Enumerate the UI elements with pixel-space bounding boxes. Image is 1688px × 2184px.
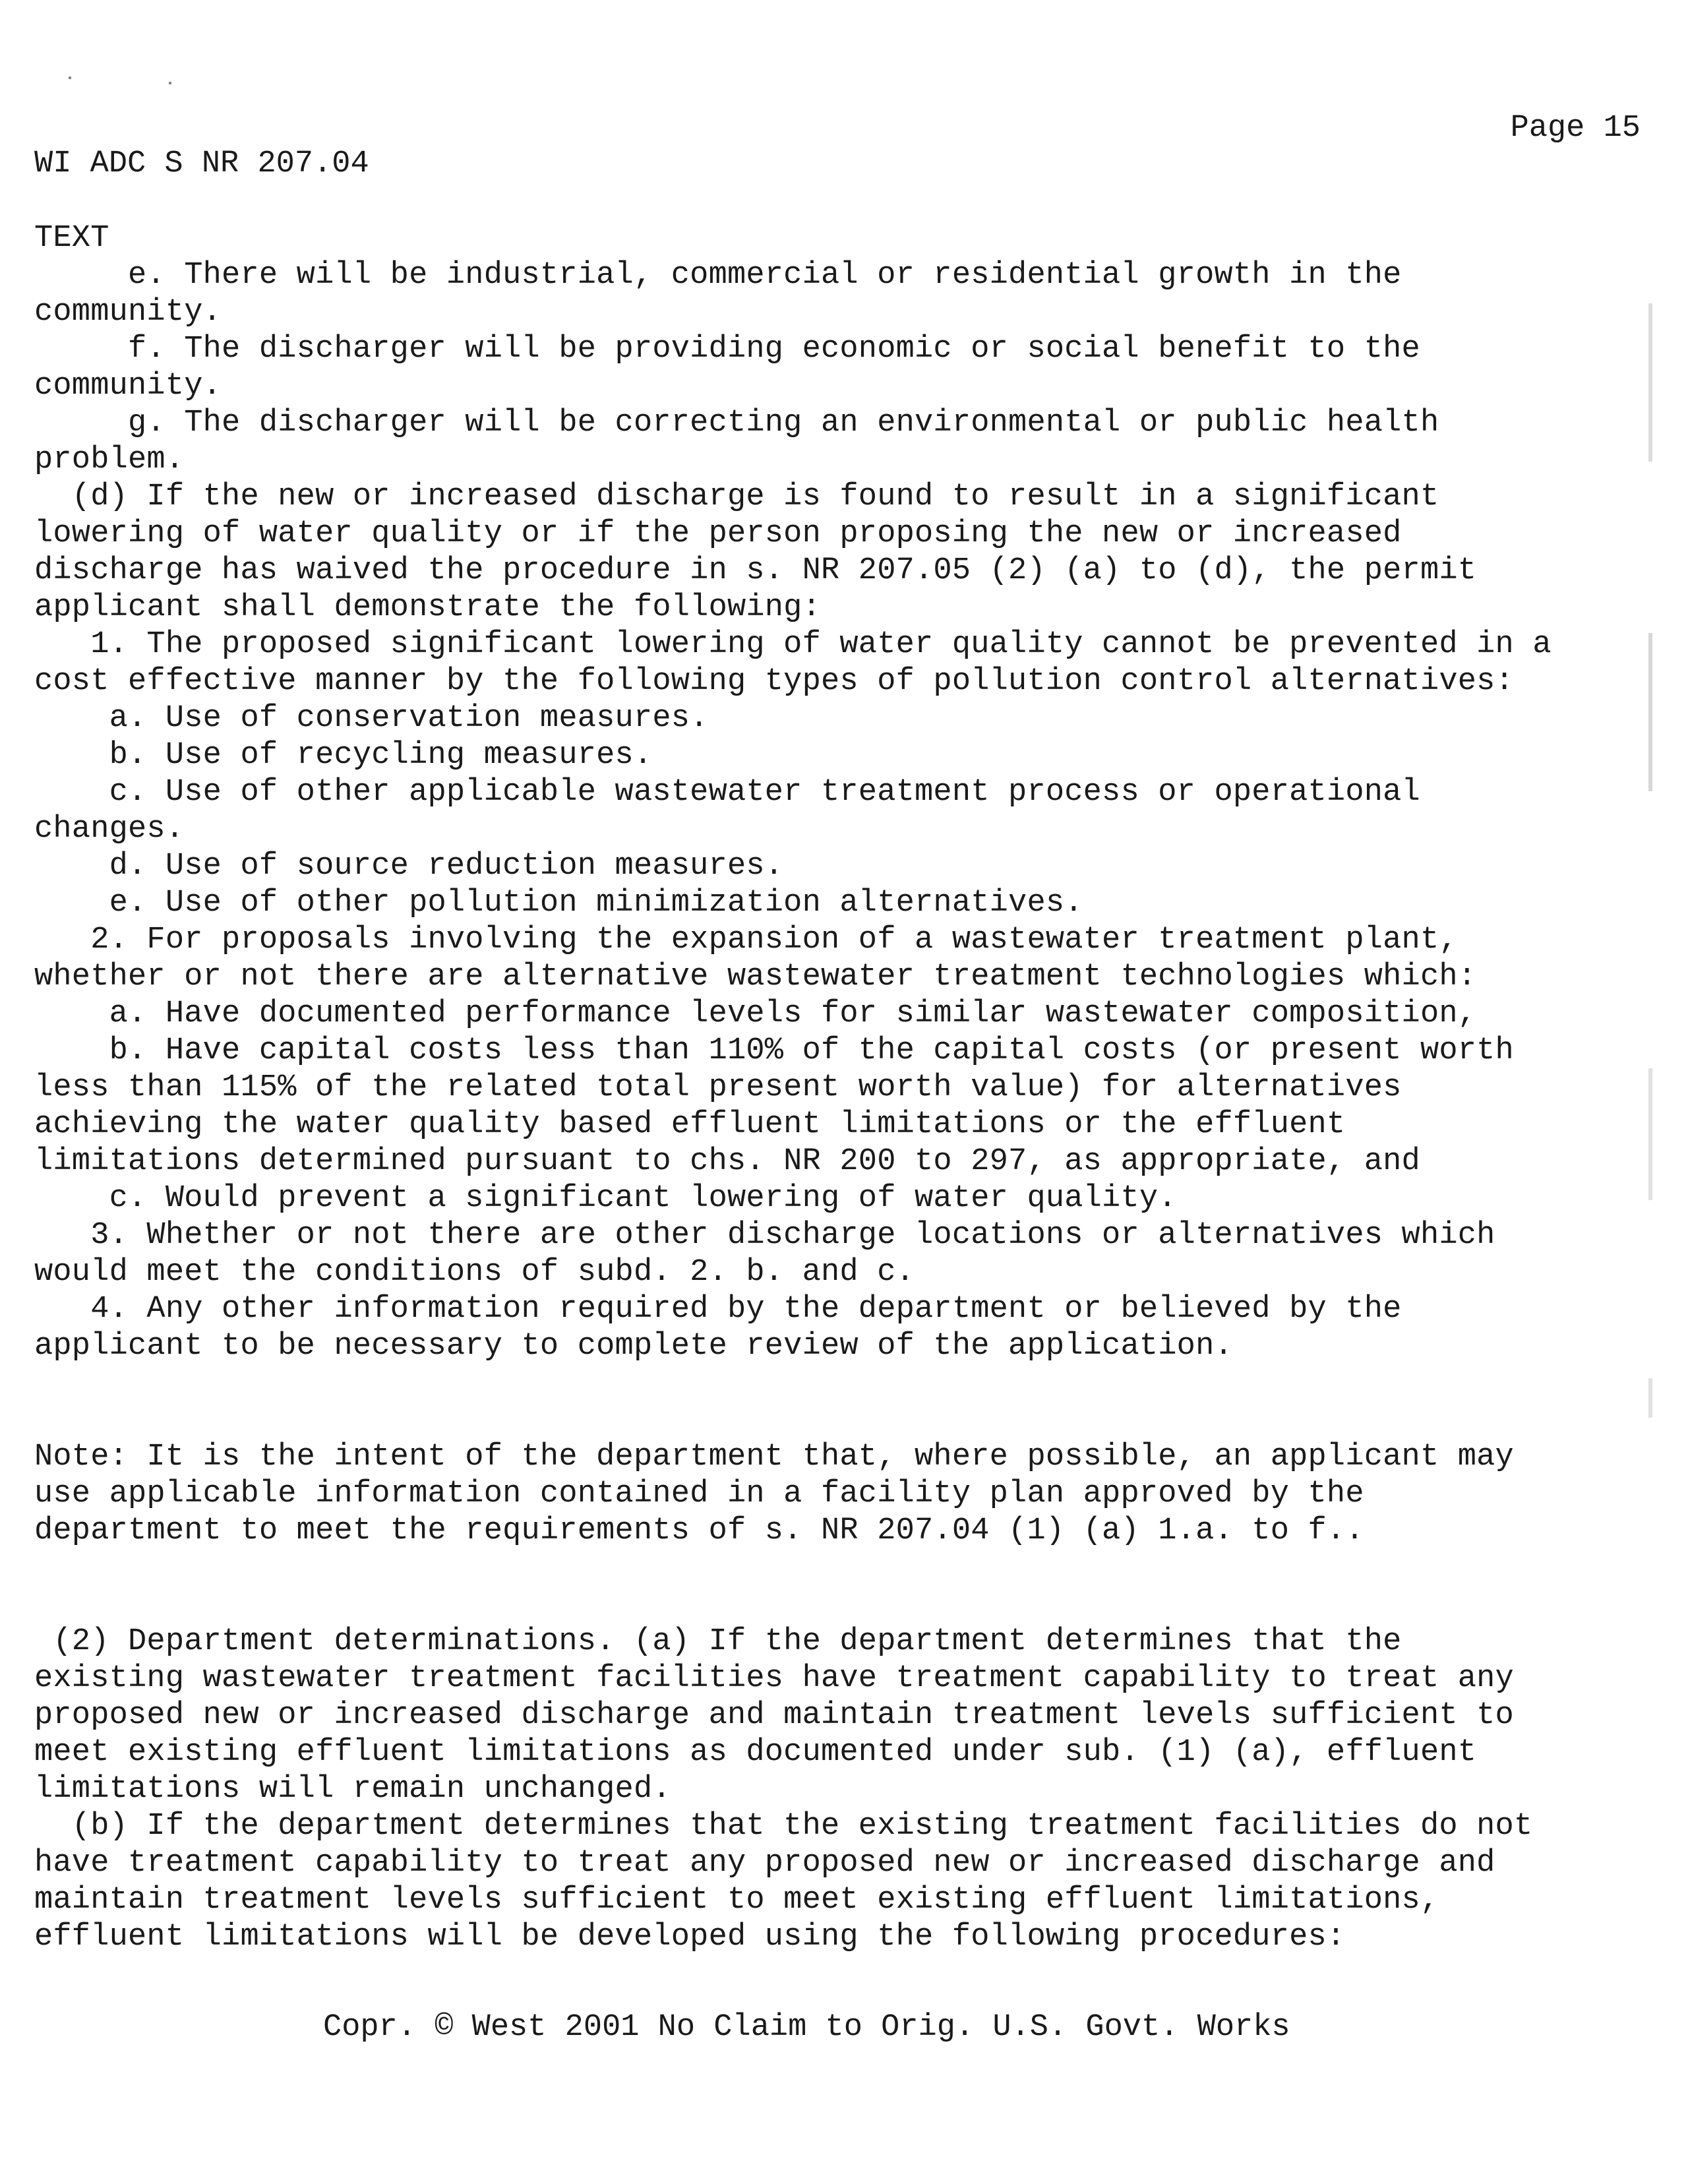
section-line: existing wastewater treatment facilities have treatment capability to treat any <box>34 1661 1514 1696</box>
section-line: (b) If the department determines that the existing treatment facilities do not <box>34 1809 1533 1844</box>
text-line: lowering of water quality or if the person proposing the new or increased <box>34 516 1402 551</box>
text-line: a. Have documented performance levels for similar wastewater composition, <box>34 996 1477 1031</box>
note-line: department to meet the requirements of s. NR 207.04 (1) (a) 1.a. to f.. <box>34 1513 1364 1548</box>
text-line: c. Use of other applicable wastewater treatment process or operational <box>34 775 1420 810</box>
scan-speck <box>69 76 71 79</box>
text-line: community. <box>34 369 222 404</box>
text-line: e. Use of other pollution minimization alternatives. <box>34 886 1083 921</box>
text-line: d. Use of source reduction measures. <box>34 849 784 884</box>
text-line: problem. <box>34 442 185 477</box>
section-line: have treatment capability to treat any proposed new or increased discharge and <box>34 1846 1495 1881</box>
text-line: cost effective manner by the following types of pollution control alternatives: <box>34 664 1514 699</box>
text-line: changes. <box>34 812 185 847</box>
section-line: meet existing effluent limitations as documented under sub. (1) (a), effluent <box>34 1735 1477 1770</box>
note-line: use applicable information contained in a facility plan approved by the <box>34 1476 1364 1511</box>
scan-speck <box>169 82 171 84</box>
section-line: maintain treatment levels sufficient to meet existing effluent limitations, <box>34 1883 1439 1918</box>
section-line: (2) Department determinations. (a) If the department determines that the <box>34 1624 1402 1659</box>
note-line: Note: It is the intent of the department that, where possible, an applicant may <box>34 1440 1514 1474</box>
text-line: b. Use of recycling measures. <box>34 738 653 773</box>
text-line: 3. Whether or not there are other discharge locations or alternatives which <box>34 1218 1495 1253</box>
copyright-footer: Copr. © West 2001 No Claim to Orig. U.S. Govt. Works <box>323 2010 1290 2045</box>
citation-header: WI ADC S NR 207.04 <box>34 146 369 181</box>
text-line: g. The discharger will be correcting an environmental or public health <box>34 406 1439 440</box>
text-line: a. Use of conservation measures. <box>34 701 709 736</box>
scan-margin-artifacts <box>1648 290 1662 2005</box>
text-line: achieving the water quality based effluent limitations or the effluent <box>34 1107 1346 1142</box>
text-line: c. Would prevent a significant lowering of water quality. <box>34 1181 1177 1216</box>
text-line: community. <box>34 295 222 330</box>
text-line: applicant to be necessary to complete review of the application. <box>34 1329 1233 1364</box>
text-line: discharge has waived the procedure in s. NR 207.05 (2) (a) to (d), the permit <box>34 553 1477 588</box>
text-line: whether or not there are alternative wastewater treatment technologies which: <box>34 959 1477 994</box>
text-line: 4. Any other information required by the department or believed by the <box>34 1292 1402 1327</box>
text-heading: TEXT <box>34 221 109 256</box>
text-line: 2. For proposals involving the expansion of a wastewater treatment plant, <box>34 923 1458 957</box>
text-line: f. The discharger will be providing economic or social benefit to the <box>34 332 1420 367</box>
text-line: 1. The proposed significant lowering of water quality cannot be prevented in a <box>34 627 1552 662</box>
text-line: (d) If the new or increased discharge is found to result in a significant <box>34 479 1439 514</box>
text-line: applicant shall demonstrate the following: <box>34 590 821 625</box>
page-number: Page 15 <box>1510 111 1641 146</box>
text-line: would meet the conditions of subd. 2. b. and c. <box>34 1255 915 1290</box>
text-line: less than 115% of the related total present worth value) for alternatives <box>34 1070 1402 1105</box>
section-line: proposed new or increased discharge and maintain treatment levels sufficient to <box>34 1698 1514 1733</box>
text-line: b. Have capital costs less than 110% of the capital costs (or present worth <box>34 1033 1514 1068</box>
text-line: limitations determined pursuant to chs. NR 200 to 297, as appropriate, and <box>34 1144 1420 1179</box>
text-line: e. There will be industrial, commercial or residential growth in the <box>34 258 1402 293</box>
section-line: limitations will remain unchanged. <box>34 1772 671 1807</box>
section-line: effluent limitations will be developed using the following procedures: <box>34 1920 1346 1955</box>
